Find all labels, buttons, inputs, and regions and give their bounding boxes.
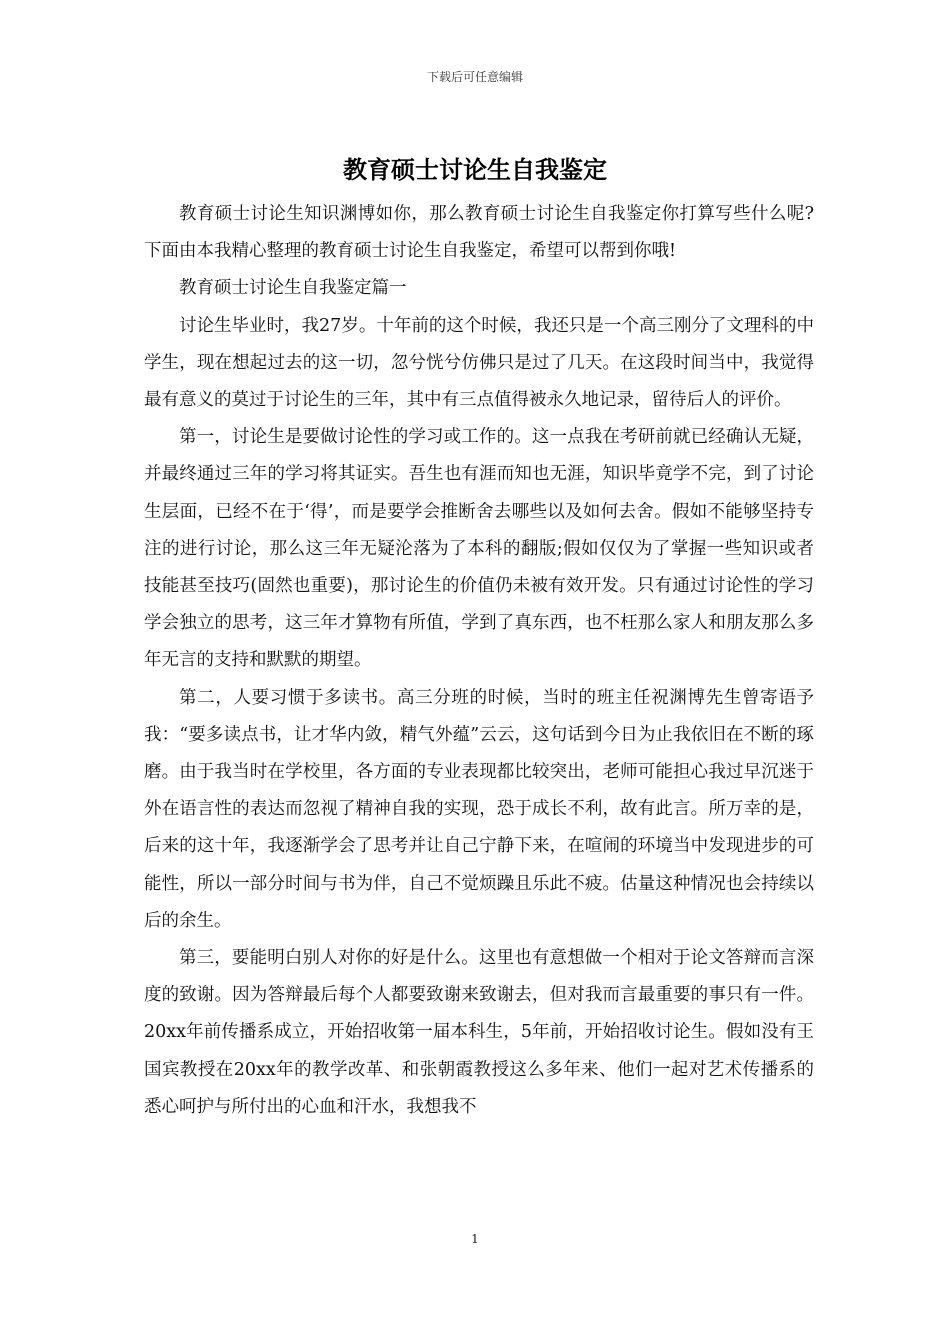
page-number: 1 [471,1232,479,1246]
paragraph-intro: 教育硕士讨论生知识渊博如你，那么教育硕士讨论生自我鉴定你打算写些什么呢?下面由本我精心整理的教育硕士讨论生自我鉴定，希望可以帮到你哦! [144,204,814,262]
document-title: 教育硕士讨论生自我鉴定 [343,156,607,184]
section-heading: 教育硕士讨论生自我鉴定篇一 [179,278,407,299]
paragraph-1: 讨论生毕业时，我27岁。十年前的这个时候，我还只是一个高三刚分了文理科的中学生，现在想起过去的这一切，忽兮恍兮仿佛只是过了几天。在这段时间当中，我觉得最有意义的莫过于讨论生的三年，其中有三点值得被永久地记录，留待后人的评价。 [144,315,814,411]
header-note: 下载后可任意编辑 [426,70,523,84]
document-body [144,196,814,1126]
paragraph-4: 第三，要能明白别人对你的好是什么。这里也有意想做一个相对于论文答辩而言深度的致谢。因为答辩最后每个人都要致谢来致谢去，但对我而言最重要的事只有一件。20xx年前传播系成立，开始招收第一届本科生，5年前，开始招收讨论生。假如没有王国宾教授在20xx年的教学改革、和张朝霞教授这么多年来、他们一起对艺术传播系的悉心呵护与所付出的心血和汗水，我想我不 [144,948,814,1117]
paragraph-3: 第二，人要习惯于多读书。高三分班的时候，当时的班主任祝渊博先生曾寄语予我：“要多读点书，让才华内敛，精气外蕴”云云，这句话到今日为止我依旧在不断的琢磨。由于我当时在学校里，各方面的专业表现都比较突出，老师可能担心我过早沉迷于外在语言性的表达而忽视了精神自我的实现，恐于成长不利，故有此言。所万幸的是，后来的这十年，我逐渐学会了思考并让自己宁静下来，在喧闹的环境当中发现进步的可能性，所以一部分时间与书为伴，自己不觉烦躁且乐此不疲。估量这种情况也会持续以后的余生。 [144,687,814,931]
paragraph-2: 第一，讨论生是要做讨论性的学习或工作的。这一点我在考研前就已经确认无疑，并最终通过三年的学习将其证实。吾生也有涯而知也无涯，知识毕竟学不完，到了讨论生层面，已经不在于‘得’，而是要学会推断舍去哪些以及如何去舍。假如不能够坚持专注的进行讨论，那么这三年无疑沦落为了本科的翻版;假如仅仅为了掌握一些知识或者技能甚至技巧(固然也重要)，那讨论生的价值仍未被有效开发。只有通过讨论性的学习学会独立的思考，这三年才算物有所值，学到了真东西，也不枉那么家人和朋友那么多年无言的支持和默默的期望。 [144,427,814,671]
